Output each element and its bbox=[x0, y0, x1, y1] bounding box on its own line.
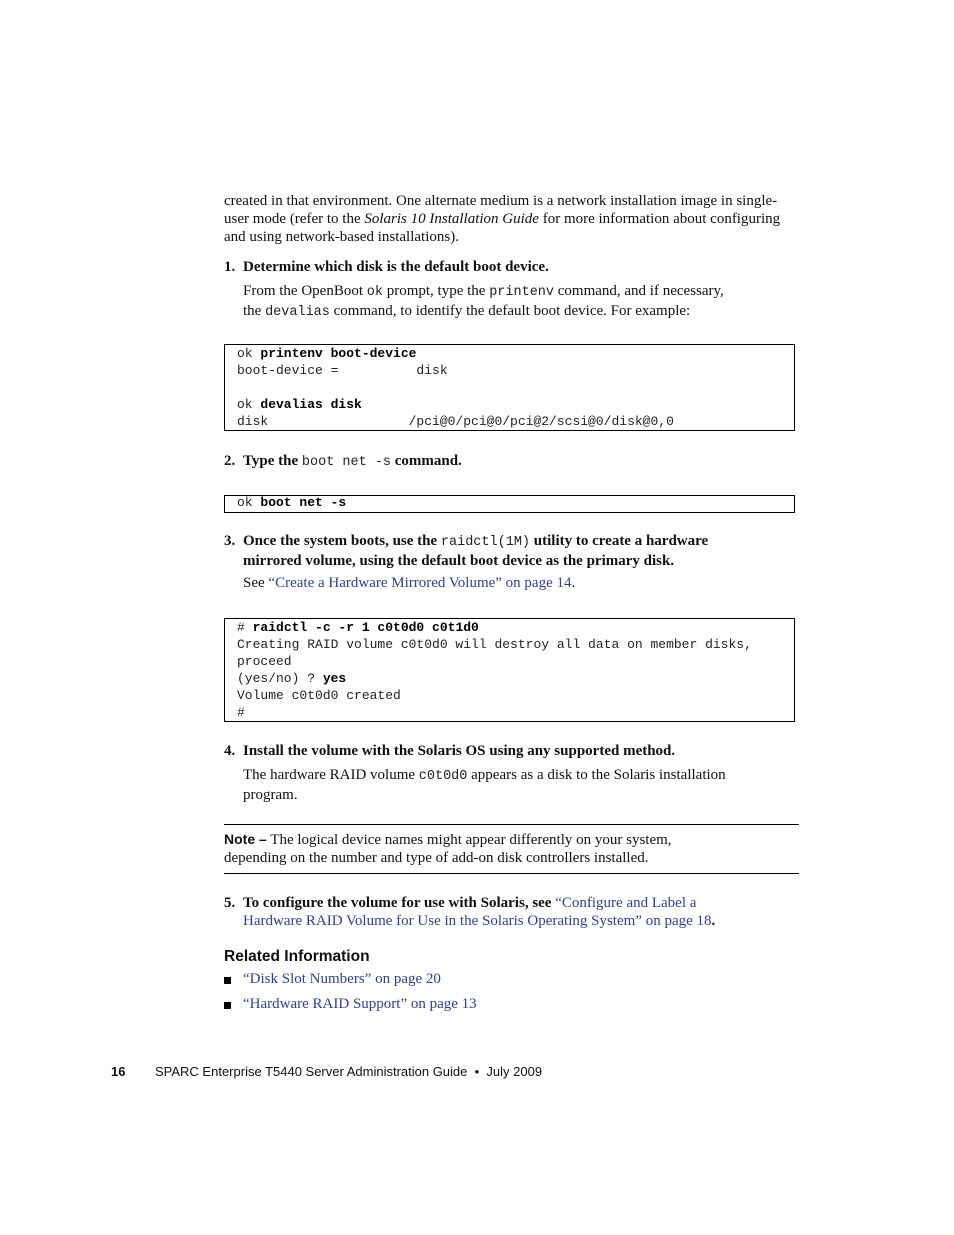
step4-title: Install the volume with the Solaris OS using any supported method. bbox=[243, 743, 676, 759]
code-line: proceed bbox=[237, 654, 292, 669]
step4-number: 4. bbox=[224, 743, 236, 759]
related-heading: Related Information bbox=[224, 948, 370, 965]
code-line: ok devalias disk bbox=[237, 397, 362, 412]
intro-text-2: for more information about configuring and using network-based installations). bbox=[224, 211, 781, 245]
code-line: Creating RAID volume c0t0d0 will destroy all data on member disks, bbox=[237, 637, 752, 652]
step4-body: The hardware RAID volume c0t0d0 appears as a disk to the Solaris installation program. bbox=[243, 767, 726, 803]
step1-body-line1: From the OpenBoot ok prompt, type the printenv command, and if necessary, bbox=[243, 283, 724, 300]
code-line: Volume c0t0d0 created bbox=[237, 688, 401, 703]
code-line: boot-device = disk bbox=[237, 363, 448, 378]
step5-number: 5. bbox=[224, 895, 236, 911]
step1-body-line2: the devalias command, to identify the default boot device. For example: bbox=[243, 303, 691, 320]
step3-code-block bbox=[224, 618, 795, 722]
intro-italic-title: Solaris 10 Installation Guide bbox=[364, 211, 539, 227]
step1-number: 1. bbox=[224, 259, 236, 275]
step3-number: 3. bbox=[224, 533, 236, 549]
code-line: ok boot net -s bbox=[237, 495, 347, 510]
code-line: # bbox=[237, 705, 245, 720]
link-configure-label-volume-cont[interactable]: Hardware RAID Volume for Use in the Solaris Operating System” on page 18 bbox=[243, 913, 712, 929]
link-configure-label-volume[interactable]: “Configure and Label a bbox=[555, 895, 697, 911]
related-link-raid-support[interactable]: “Hardware RAID Support” on page 13 bbox=[243, 996, 477, 1012]
code-line: (yes/no) ? yes bbox=[237, 671, 347, 686]
step5-text: To configure the volume for use with Solaris, see “Configure and Label a Hardware RAID Volume for Use in the Solaris Operating System” on page 18. bbox=[243, 895, 716, 929]
note-bottom-rule bbox=[224, 873, 799, 874]
step3-title: Once the system boots, use the raidctl(1M) utility to create a hardware mirrored volume, using the default boot device as the primary disk. bbox=[243, 533, 709, 569]
code-line: disk /pci@0/pci@0/pci@2/scsi@0/disk@0,0 bbox=[237, 414, 674, 429]
step2-code-block bbox=[224, 495, 795, 513]
step3-see-text: See “Create a Hardware Mirrored Volume” on page 14. bbox=[243, 575, 576, 591]
footer-page-number: 16 bbox=[111, 1064, 126, 1079]
step2-number: 2. bbox=[224, 453, 236, 469]
code-line-blank bbox=[237, 379, 782, 396]
note-label: Note – bbox=[224, 831, 267, 847]
code-line: ok printenv boot-device bbox=[237, 346, 417, 361]
related-link-disk-slot[interactable]: “Disk Slot Numbers” on page 20 bbox=[243, 971, 441, 987]
link-create-mirrored-volume[interactable]: “Create a Hardware Mirrored Volume” on page 14 bbox=[268, 575, 572, 591]
step1-body bbox=[243, 282, 799, 322]
intro-text-1: created in that environment. One alternate medium is a network installation image in single-user mode (refer to the bbox=[224, 193, 778, 227]
intro-paragraph bbox=[224, 192, 799, 246]
bullet-icon bbox=[224, 1002, 231, 1009]
step2-title: Type the boot net -s command. bbox=[243, 453, 462, 470]
footer-separator: • bbox=[474, 1064, 480, 1079]
step1-code-block bbox=[224, 344, 795, 431]
code-line: # raidctl -c -r 1 c0t0d0 c0t1d0 bbox=[237, 620, 479, 635]
note-top-rule bbox=[224, 824, 799, 825]
footer-title: SPARC Enterprise T5440 Server Administration Guide • July 2009 bbox=[155, 1064, 543, 1079]
step1-title: Determine which disk is the default boot device. bbox=[243, 259, 549, 275]
note-block: Note – The logical device names might appear differently on your system, depending on the number and type of add-on disk controllers installed. bbox=[224, 831, 672, 866]
bullet-icon bbox=[224, 977, 231, 984]
